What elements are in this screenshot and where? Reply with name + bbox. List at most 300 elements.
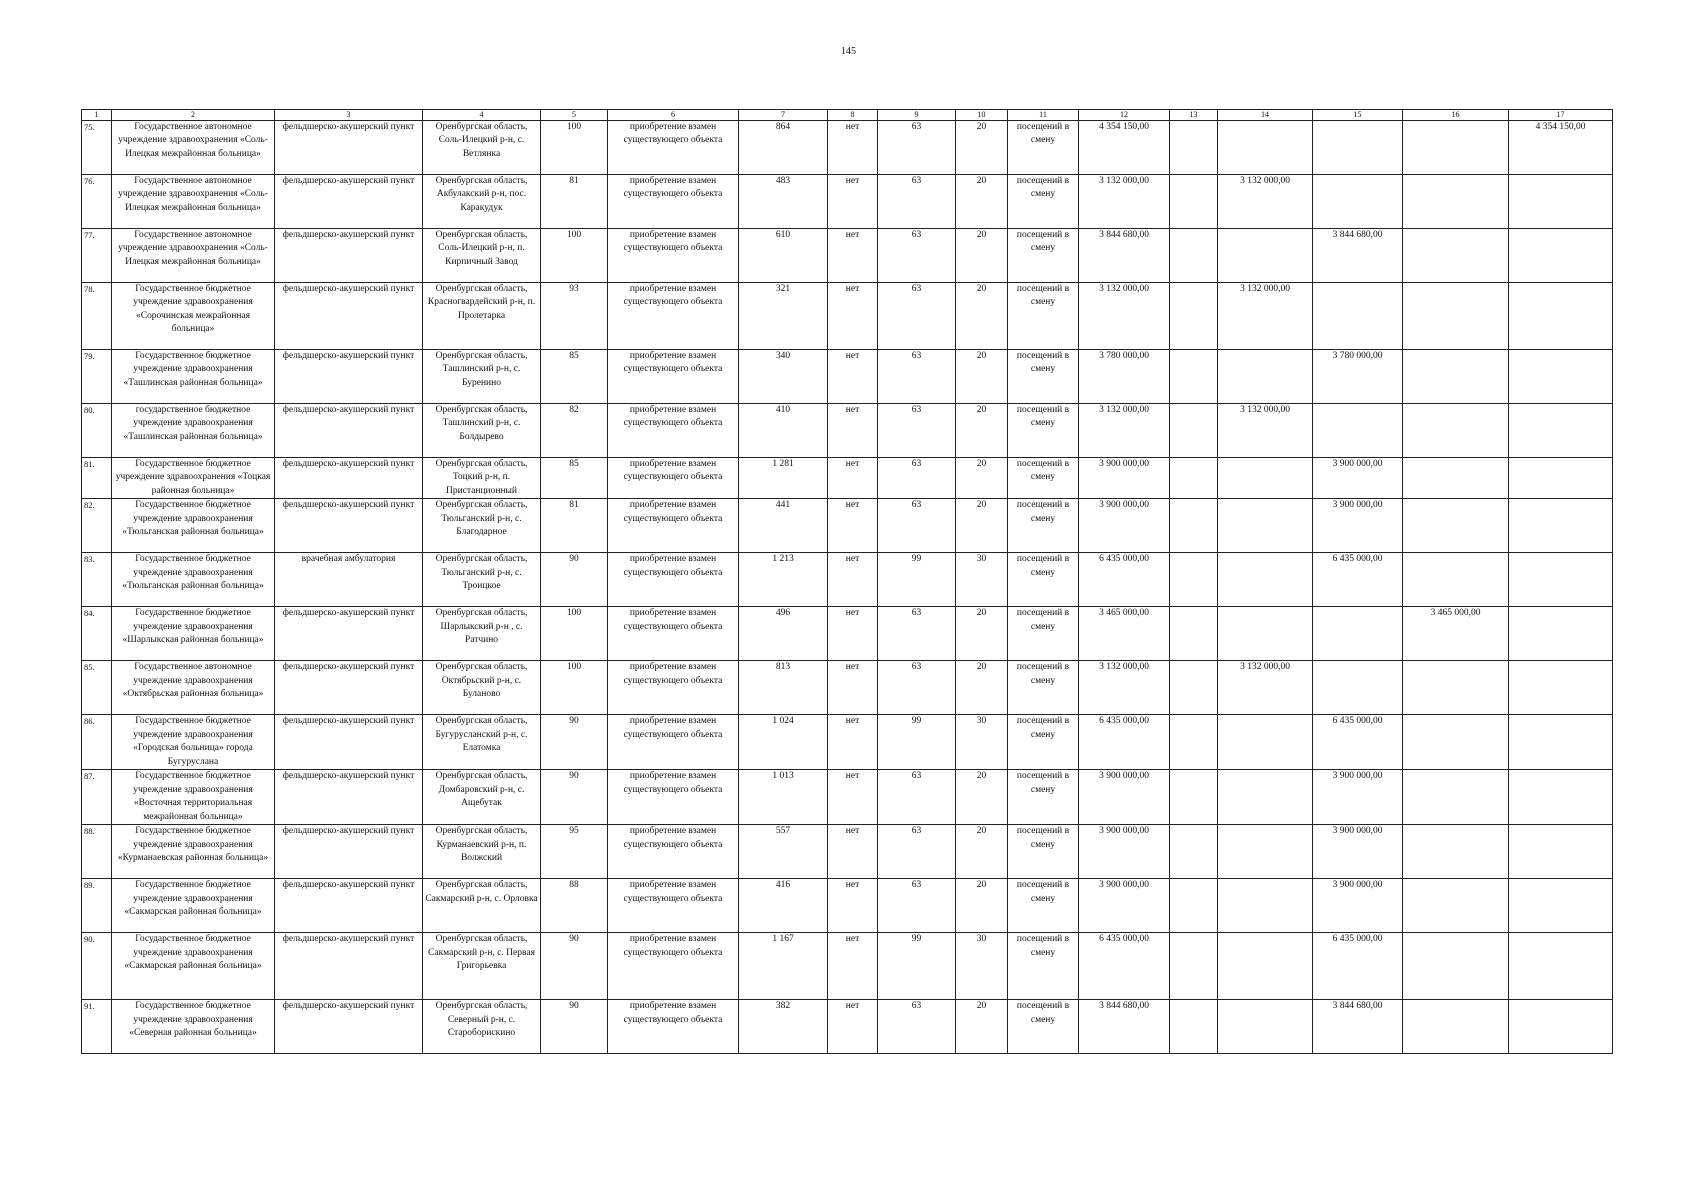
row-number: 83.: [82, 553, 112, 607]
column-5-value: 85: [541, 458, 608, 499]
action-type: приобретение взамен существующего объекта: [608, 499, 739, 553]
action-type: приобретение взамен существующего объекта: [608, 350, 739, 404]
column-5-value: 90: [541, 715, 608, 770]
row-number: 77.: [82, 229, 112, 283]
column-header: 12: [1079, 110, 1170, 121]
column-7-value: 557: [739, 825, 828, 879]
capacity-unit: посещений в смену: [1008, 825, 1079, 879]
column-16-amount: [1403, 283, 1509, 350]
total-amount: 3 132 000,00: [1079, 283, 1170, 350]
column-header: 7: [739, 110, 828, 121]
column-10-value: 20: [956, 1000, 1008, 1054]
facility-type: фельдшерско-акушерский пункт: [275, 879, 423, 933]
table-row: [82, 607, 1613, 661]
column-9-value: 63: [878, 175, 956, 229]
table-row: [82, 283, 1613, 350]
column-14-amount: 3 132 000,00: [1218, 175, 1313, 229]
column-16-amount: [1403, 350, 1509, 404]
facility-type: фельдшерско-акушерский пункт: [275, 229, 423, 283]
facility-type: фельдшерско-акушерский пункт: [275, 458, 423, 499]
capacity-unit: посещений в смену: [1008, 458, 1079, 499]
facility-type: фельдшерско-акушерский пункт: [275, 825, 423, 879]
column-7-value: 813: [739, 661, 828, 715]
table-row: [82, 458, 1613, 499]
column-14-amount: [1218, 350, 1313, 404]
column-15-amount: 6 435 000,00: [1313, 933, 1403, 1000]
column-7-value: 441: [739, 499, 828, 553]
row-number: 86.: [82, 715, 112, 770]
column-14-amount: [1218, 607, 1313, 661]
column-8-value: нет: [828, 825, 878, 879]
column-header: 5: [541, 110, 608, 121]
column-9-value: 63: [878, 825, 956, 879]
column-13-value: [1170, 404, 1218, 458]
column-9-value: 63: [878, 283, 956, 350]
column-10-value: 20: [956, 458, 1008, 499]
address: Оренбургская область, Ташлинский р-н, с. Болдырево: [423, 404, 541, 458]
capacity-unit: посещений в смену: [1008, 350, 1079, 404]
column-15-amount: [1313, 283, 1403, 350]
column-7-value: 483: [739, 175, 828, 229]
capacity-unit: посещений в смену: [1008, 1000, 1079, 1054]
column-14-amount: [1218, 229, 1313, 283]
capacity-unit: посещений в смену: [1008, 879, 1079, 933]
column-16-amount: [1403, 404, 1509, 458]
column-17-amount: [1509, 404, 1613, 458]
total-amount: 6 435 000,00: [1079, 715, 1170, 770]
action-type: приобретение взамен существующего объекта: [608, 283, 739, 350]
column-9-value: 99: [878, 715, 956, 770]
column-13-value: [1170, 229, 1218, 283]
capacity-unit: посещений в смену: [1008, 661, 1079, 715]
column-15-amount: 3 780 000,00: [1313, 350, 1403, 404]
column-9-value: 99: [878, 553, 956, 607]
column-13-value: [1170, 175, 1218, 229]
column-5-value: 82: [541, 404, 608, 458]
column-14-amount: [1218, 715, 1313, 770]
action-type: приобретение взамен существующего объекта: [608, 715, 739, 770]
column-13-value: [1170, 458, 1218, 499]
row-number: 78.: [82, 283, 112, 350]
registry-table: [81, 109, 1613, 1054]
column-17-amount: [1509, 553, 1613, 607]
table-row: [82, 715, 1613, 770]
column-17-amount: [1509, 715, 1613, 770]
column-15-amount: [1313, 661, 1403, 715]
column-13-value: [1170, 1000, 1218, 1054]
column-16-amount: [1403, 229, 1509, 283]
column-8-value: нет: [828, 661, 878, 715]
institution-name: Государственное автономное учреждение здравоохранения «Октябрьская районная больница»: [112, 661, 275, 715]
column-14-amount: [1218, 458, 1313, 499]
table-header-row: [82, 110, 1613, 121]
institution-name: Государственное бюджетное учреждение здравоохранения «Северная районная больница»: [112, 1000, 275, 1054]
row-number: 88.: [82, 825, 112, 879]
row-number: 87.: [82, 770, 112, 825]
total-amount: 3 900 000,00: [1079, 879, 1170, 933]
column-14-amount: [1218, 825, 1313, 879]
column-14-amount: [1218, 879, 1313, 933]
address: Оренбургская область, Сакмарский р-н, с. Первая Григорьевка: [423, 933, 541, 1000]
column-16-amount: [1403, 879, 1509, 933]
action-type: приобретение взамен существующего объекта: [608, 175, 739, 229]
action-type: приобретение взамен существующего объекта: [608, 1000, 739, 1054]
row-number: 84.: [82, 607, 112, 661]
capacity-unit: посещений в смену: [1008, 770, 1079, 825]
column-15-amount: 3 900 000,00: [1313, 825, 1403, 879]
column-13-value: [1170, 879, 1218, 933]
total-amount: 3 900 000,00: [1079, 825, 1170, 879]
row-number: 82.: [82, 499, 112, 553]
column-17-amount: [1509, 175, 1613, 229]
total-amount: 3 900 000,00: [1079, 458, 1170, 499]
column-8-value: нет: [828, 458, 878, 499]
column-7-value: 410: [739, 404, 828, 458]
column-13-value: [1170, 499, 1218, 553]
row-number: 90.: [82, 933, 112, 1000]
column-5-value: 100: [541, 607, 608, 661]
column-5-value: 88: [541, 879, 608, 933]
facility-type: фельдшерско-акушерский пункт: [275, 1000, 423, 1054]
action-type: приобретение взамен существующего объекта: [608, 661, 739, 715]
address: Оренбургская область, Шарлыкский р-н , с. Ратчино: [423, 607, 541, 661]
row-number: 89.: [82, 879, 112, 933]
column-10-value: 20: [956, 607, 1008, 661]
row-number: 76.: [82, 175, 112, 229]
column-9-value: 63: [878, 879, 956, 933]
column-9-value: 63: [878, 607, 956, 661]
column-13-value: [1170, 933, 1218, 1000]
column-5-value: 90: [541, 553, 608, 607]
capacity-unit: посещений в смену: [1008, 715, 1079, 770]
institution-name: Государственное бюджетное учреждение здравоохранения «Тоцкая районная больница»: [112, 458, 275, 499]
column-9-value: 63: [878, 121, 956, 175]
address: Оренбургская область, Соль-Илецкий р-н, п. Кирпичный Завод: [423, 229, 541, 283]
column-16-amount: [1403, 715, 1509, 770]
column-5-value: 93: [541, 283, 608, 350]
address: Оренбургская область, Красногвардейский р-н, п. Пролетарка: [423, 283, 541, 350]
page-number: 145: [841, 46, 856, 57]
column-14-amount: 3 132 000,00: [1218, 661, 1313, 715]
address: Оренбургская область, Бугурусланский р-н, с. Елатомка: [423, 715, 541, 770]
row-number: 91.: [82, 1000, 112, 1054]
table-row: [82, 933, 1613, 1000]
total-amount: 3 132 000,00: [1079, 404, 1170, 458]
capacity-unit: посещений в смену: [1008, 404, 1079, 458]
table-body: [82, 121, 1613, 1054]
column-16-amount: 3 465 000,00: [1403, 607, 1509, 661]
column-7-value: 1 013: [739, 770, 828, 825]
column-9-value: 63: [878, 350, 956, 404]
institution-name: Государственное автономное учреждение здравоохранения «Соль-Илецкая межрайонная больница»: [112, 175, 275, 229]
action-type: приобретение взамен существующего объекта: [608, 825, 739, 879]
table-row: [82, 121, 1613, 175]
column-7-value: 1 213: [739, 553, 828, 607]
institution-name: Государственное автономное учреждение здравоохранения «Соль-Илецкая межрайонная больница»: [112, 229, 275, 283]
column-10-value: 20: [956, 770, 1008, 825]
capacity-unit: посещений в смену: [1008, 283, 1079, 350]
total-amount: 3 780 000,00: [1079, 350, 1170, 404]
column-header: 13: [1170, 110, 1218, 121]
address: Оренбургская область, Тюльганский р-н, с. Благодарное: [423, 499, 541, 553]
institution-name: Государственное бюджетное учреждение здравоохранения «Городская больница» города Бугуруслана: [112, 715, 275, 770]
capacity-unit: посещений в смену: [1008, 121, 1079, 175]
facility-type: фельдшерско-акушерский пункт: [275, 350, 423, 404]
table-row: [82, 553, 1613, 607]
total-amount: 3 132 000,00: [1079, 175, 1170, 229]
column-header: 4: [423, 110, 541, 121]
total-amount: 3 900 000,00: [1079, 770, 1170, 825]
column-15-amount: 3 844 680,00: [1313, 1000, 1403, 1054]
capacity-unit: посещений в смену: [1008, 229, 1079, 283]
address: Оренбургская область, Курманаевский р-н, п. Волжский: [423, 825, 541, 879]
column-16-amount: [1403, 553, 1509, 607]
action-type: приобретение взамен существующего объекта: [608, 121, 739, 175]
column-header: 2: [112, 110, 275, 121]
column-header: 10: [956, 110, 1008, 121]
action-type: приобретение взамен существующего объекта: [608, 458, 739, 499]
column-15-amount: 3 900 000,00: [1313, 770, 1403, 825]
column-14-amount: 3 132 000,00: [1218, 283, 1313, 350]
total-amount: 3 465 000,00: [1079, 607, 1170, 661]
column-7-value: 382: [739, 1000, 828, 1054]
facility-type: фельдшерско-акушерский пункт: [275, 121, 423, 175]
column-header: 16: [1403, 110, 1509, 121]
column-16-amount: [1403, 825, 1509, 879]
column-13-value: [1170, 121, 1218, 175]
total-amount: 6 435 000,00: [1079, 933, 1170, 1000]
facility-type: фельдшерско-акушерский пункт: [275, 404, 423, 458]
column-17-amount: [1509, 283, 1613, 350]
column-15-amount: [1313, 404, 1403, 458]
column-10-value: 20: [956, 404, 1008, 458]
row-number: 79.: [82, 350, 112, 404]
column-10-value: 20: [956, 229, 1008, 283]
column-9-value: 63: [878, 229, 956, 283]
institution-name: Государственное бюджетное учреждение здравоохранения «Шарлыкская районная больница»: [112, 607, 275, 661]
action-type: приобретение взамен существующего объекта: [608, 879, 739, 933]
column-16-amount: [1403, 933, 1509, 1000]
column-8-value: нет: [828, 175, 878, 229]
column-7-value: 1 167: [739, 933, 828, 1000]
column-9-value: 63: [878, 458, 956, 499]
institution-name: Государственное бюджетное учреждение здравоохранения «Тюльганская районная больница»: [112, 499, 275, 553]
table-row: [82, 404, 1613, 458]
table-row: [82, 350, 1613, 404]
institution-name: Государственное бюджетное учреждение здравоохранения «Сакмарская районная больница»: [112, 879, 275, 933]
column-10-value: 30: [956, 553, 1008, 607]
column-8-value: нет: [828, 1000, 878, 1054]
column-15-amount: [1313, 607, 1403, 661]
action-type: приобретение взамен существующего объекта: [608, 770, 739, 825]
column-8-value: нет: [828, 404, 878, 458]
column-15-amount: 6 435 000,00: [1313, 553, 1403, 607]
column-7-value: 496: [739, 607, 828, 661]
column-13-value: [1170, 553, 1218, 607]
facility-type: фельдшерско-акушерский пункт: [275, 499, 423, 553]
column-header: 6: [608, 110, 739, 121]
column-header: 15: [1313, 110, 1403, 121]
column-8-value: нет: [828, 229, 878, 283]
column-8-value: нет: [828, 553, 878, 607]
column-10-value: 20: [956, 283, 1008, 350]
column-17-amount: [1509, 229, 1613, 283]
address: Оренбургская область, Октябрьский р-н, с. Буланово: [423, 661, 541, 715]
column-13-value: [1170, 825, 1218, 879]
column-5-value: 100: [541, 661, 608, 715]
address: Оренбургская область, Сакмарский р-н, с. Орловка: [423, 879, 541, 933]
facility-type: врачебная амбулатория: [275, 553, 423, 607]
column-13-value: [1170, 770, 1218, 825]
column-7-value: 340: [739, 350, 828, 404]
institution-name: Государственное бюджетное учреждение здравоохранения «Сакмарская районная больница»: [112, 933, 275, 1000]
column-5-value: 90: [541, 1000, 608, 1054]
address: Оренбургская область, Акбулакский р-н, пос. Каракудук: [423, 175, 541, 229]
column-14-amount: [1218, 1000, 1313, 1054]
address: Оренбургская область, Домбаровский р-н, с. Ащебутак: [423, 770, 541, 825]
address: Оренбургская область, Северный р-н, с. Староборискино: [423, 1000, 541, 1054]
column-15-amount: [1313, 175, 1403, 229]
column-7-value: 1 024: [739, 715, 828, 770]
facility-type: фельдшерско-акушерский пункт: [275, 661, 423, 715]
column-9-value: 63: [878, 1000, 956, 1054]
column-5-value: 100: [541, 121, 608, 175]
column-header: 8: [828, 110, 878, 121]
address: Оренбургская область, Тоцкий р-н, п. Пристанционный: [423, 458, 541, 499]
column-9-value: 63: [878, 770, 956, 825]
column-10-value: 20: [956, 350, 1008, 404]
table-row: [82, 879, 1613, 933]
column-16-amount: [1403, 661, 1509, 715]
institution-name: Государственное бюджетное учреждение здравоохранения «Курманаевская районная больница»: [112, 825, 275, 879]
column-14-amount: [1218, 770, 1313, 825]
total-amount: 3 132 000,00: [1079, 661, 1170, 715]
column-17-amount: [1509, 499, 1613, 553]
row-number: 80.: [82, 404, 112, 458]
column-16-amount: [1403, 770, 1509, 825]
column-10-value: 20: [956, 499, 1008, 553]
capacity-unit: посещений в смену: [1008, 933, 1079, 1000]
column-5-value: 90: [541, 770, 608, 825]
column-15-amount: 3 900 000,00: [1313, 458, 1403, 499]
address: Оренбургская область, Соль-Илецкий р-н, с. Ветлянка: [423, 121, 541, 175]
column-17-amount: [1509, 350, 1613, 404]
column-10-value: 20: [956, 879, 1008, 933]
address: Оренбургская область, Тюльганский р-н, с. Троицкое: [423, 553, 541, 607]
column-header: 1: [82, 110, 112, 121]
action-type: приобретение взамен существующего объекта: [608, 607, 739, 661]
column-13-value: [1170, 350, 1218, 404]
column-17-amount: [1509, 1000, 1613, 1054]
total-amount: 3 844 680,00: [1079, 1000, 1170, 1054]
column-14-amount: [1218, 933, 1313, 1000]
facility-type: фельдшерско-акушерский пункт: [275, 607, 423, 661]
column-9-value: 63: [878, 404, 956, 458]
table-row: [82, 499, 1613, 553]
total-amount: 3 844 680,00: [1079, 229, 1170, 283]
action-type: приобретение взамен существующего объекта: [608, 404, 739, 458]
row-number: 85.: [82, 661, 112, 715]
facility-type: фельдшерско-акушерский пункт: [275, 770, 423, 825]
column-13-value: [1170, 283, 1218, 350]
column-15-amount: 3 900 000,00: [1313, 499, 1403, 553]
column-13-value: [1170, 607, 1218, 661]
facility-type: фельдшерско-акушерский пункт: [275, 715, 423, 770]
column-8-value: нет: [828, 715, 878, 770]
column-7-value: 610: [739, 229, 828, 283]
column-5-value: 100: [541, 229, 608, 283]
column-13-value: [1170, 715, 1218, 770]
column-16-amount: [1403, 175, 1509, 229]
institution-name: Государственное бюджетное учреждение здравоохранения «Восточная территориальная межрайонная больница»: [112, 770, 275, 825]
capacity-unit: посещений в смену: [1008, 553, 1079, 607]
capacity-unit: посещений в смену: [1008, 499, 1079, 553]
column-9-value: 99: [878, 933, 956, 1000]
column-header: 17: [1509, 110, 1613, 121]
column-7-value: 864: [739, 121, 828, 175]
column-header: 3: [275, 110, 423, 121]
column-16-amount: [1403, 121, 1509, 175]
column-7-value: 321: [739, 283, 828, 350]
column-10-value: 20: [956, 825, 1008, 879]
column-10-value: 20: [956, 175, 1008, 229]
column-15-amount: 6 435 000,00: [1313, 715, 1403, 770]
total-amount: 6 435 000,00: [1079, 553, 1170, 607]
table-row: [82, 661, 1613, 715]
column-8-value: нет: [828, 121, 878, 175]
column-17-amount: [1509, 661, 1613, 715]
action-type: приобретение взамен существующего объекта: [608, 553, 739, 607]
action-type: приобретение взамен существующего объекта: [608, 229, 739, 283]
column-8-value: нет: [828, 283, 878, 350]
column-16-amount: [1403, 458, 1509, 499]
column-10-value: 20: [956, 121, 1008, 175]
table-row: [82, 229, 1613, 283]
column-14-amount: [1218, 553, 1313, 607]
column-17-amount: [1509, 458, 1613, 499]
column-5-value: 95: [541, 825, 608, 879]
column-header: 9: [878, 110, 956, 121]
column-17-amount: [1509, 825, 1613, 879]
action-type: приобретение взамен существующего объекта: [608, 933, 739, 1000]
institution-name: государственное бюджетное учреждение здравоохранения «Ташлинская районная больница»: [112, 404, 275, 458]
column-header: 14: [1218, 110, 1313, 121]
institution-name: Государственное бюджетное учреждение здравоохранения «Ташлинская районная больница»: [112, 350, 275, 404]
column-5-value: 81: [541, 175, 608, 229]
column-8-value: нет: [828, 499, 878, 553]
column-5-value: 85: [541, 350, 608, 404]
column-5-value: 90: [541, 933, 608, 1000]
column-10-value: 30: [956, 715, 1008, 770]
institution-name: Государственное бюджетное учреждение здравоохранения «Тюльганская районная больница»: [112, 553, 275, 607]
institution-name: Государственное бюджетное учреждение здравоохранения «Сорочинская межрайонная больница»: [112, 283, 275, 350]
column-14-amount: 3 132 000,00: [1218, 404, 1313, 458]
column-7-value: 416: [739, 879, 828, 933]
column-15-amount: 3 844 680,00: [1313, 229, 1403, 283]
total-amount: 4 354 150,00: [1079, 121, 1170, 175]
column-header: 11: [1008, 110, 1079, 121]
column-10-value: 30: [956, 933, 1008, 1000]
column-16-amount: [1403, 499, 1509, 553]
row-number: 75.: [82, 121, 112, 175]
facility-type: фельдшерско-акушерский пункт: [275, 283, 423, 350]
column-8-value: нет: [828, 770, 878, 825]
column-13-value: [1170, 661, 1218, 715]
column-9-value: 63: [878, 661, 956, 715]
column-15-amount: [1313, 121, 1403, 175]
column-7-value: 1 281: [739, 458, 828, 499]
table-row: [82, 825, 1613, 879]
